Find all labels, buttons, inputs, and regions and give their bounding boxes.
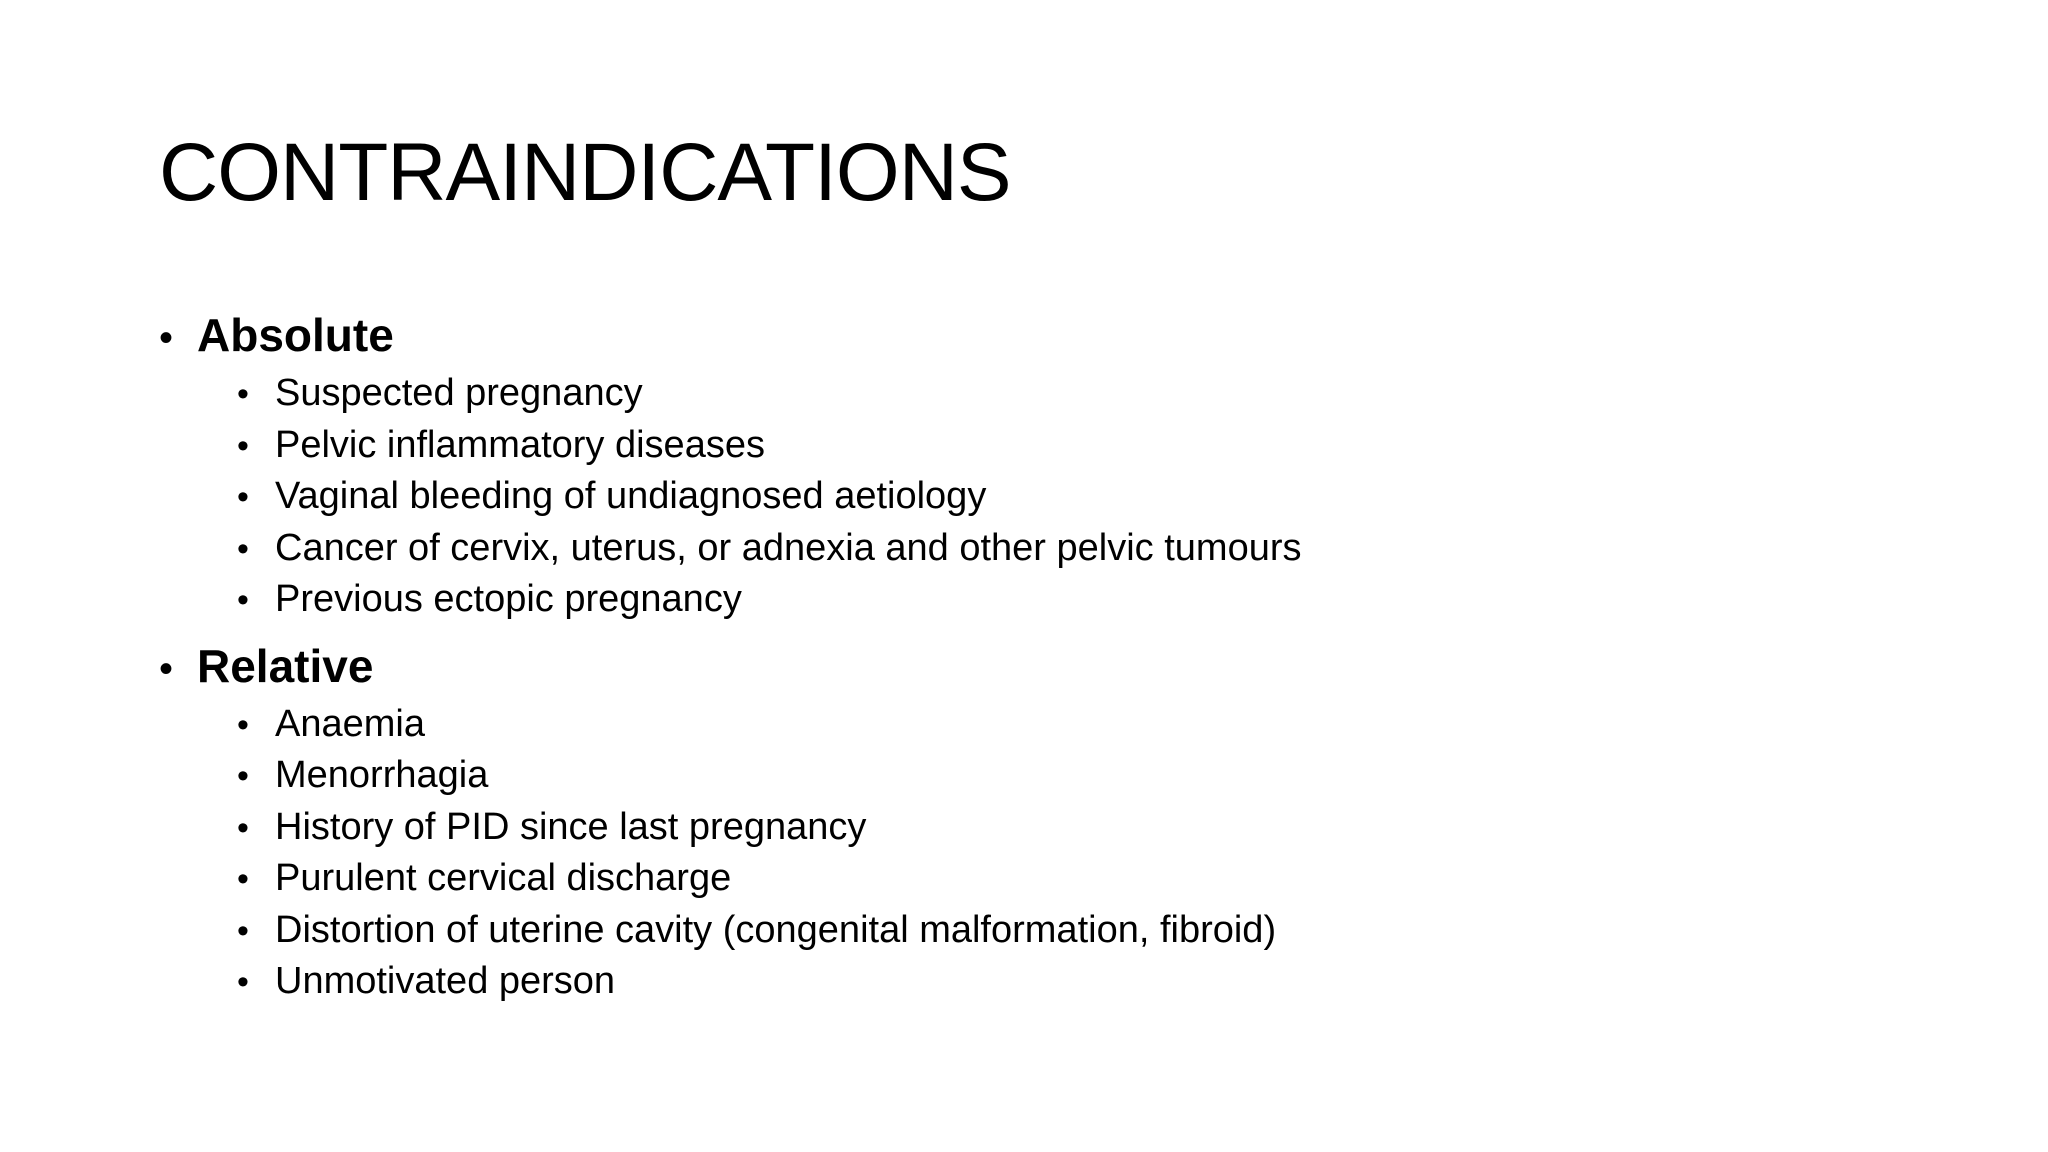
bullet-list bbox=[159, 699, 1959, 1008]
section-spacer bbox=[159, 626, 1959, 636]
list-item bbox=[237, 853, 1959, 905]
list-item bbox=[237, 905, 1959, 957]
list-item-label: Cancer of cervix, uterus, or adnexia and other pelvic tumours bbox=[275, 526, 1302, 569]
bullet-icon: • bbox=[237, 529, 249, 568]
bullet-list bbox=[159, 368, 1959, 626]
list-item bbox=[237, 471, 1959, 523]
section-heading-label: Relative bbox=[197, 639, 374, 692]
list-item bbox=[237, 750, 1959, 802]
bullet-icon: • bbox=[237, 581, 249, 619]
section-heading bbox=[159, 636, 1959, 699]
section-absolute bbox=[159, 305, 1959, 626]
section-heading bbox=[159, 305, 1959, 368]
list-item bbox=[237, 420, 1959, 472]
section-heading-label: Absolute bbox=[197, 309, 394, 361]
list-item-label: Suspected pregnancy bbox=[275, 372, 643, 414]
list-item-label: Unmotivated person bbox=[275, 960, 616, 1002]
bullet-icon: • bbox=[237, 860, 249, 898]
bullet-icon: • bbox=[237, 375, 249, 413]
list-item bbox=[237, 956, 1959, 1008]
list-item-label: Pelvic inflammatory diseases bbox=[275, 423, 765, 466]
bullet-icon: • bbox=[237, 963, 249, 1001]
bullet-icon: • bbox=[237, 911, 249, 950]
list-item-label: Distortion of uterine cavity (congenital malformation, fibroid) bbox=[275, 908, 1277, 951]
list-item-label: Previous ectopic pregnancy bbox=[275, 578, 742, 620]
bullet-icon: • bbox=[159, 316, 174, 360]
list-item-label: History of PID since last pregnancy bbox=[275, 805, 867, 848]
list-item bbox=[237, 574, 1959, 626]
bullet-icon: • bbox=[237, 478, 249, 516]
list-item bbox=[237, 699, 1959, 751]
slide-body bbox=[159, 305, 1959, 1008]
list-item-label: Vaginal bleeding of undiagnosed aetiology bbox=[275, 475, 987, 517]
bullet-icon: • bbox=[237, 705, 249, 744]
slide-title: CONTRAINDICATIONS bbox=[159, 127, 1011, 218]
bullet-icon: • bbox=[237, 808, 249, 847]
list-item bbox=[237, 802, 1959, 854]
list-item bbox=[237, 368, 1959, 420]
bullet-icon: • bbox=[237, 757, 249, 795]
list-item-label: Anaemia bbox=[275, 702, 425, 745]
bullet-icon: • bbox=[159, 646, 174, 691]
list-item bbox=[237, 523, 1959, 575]
list-item-label: Menorrhagia bbox=[275, 754, 489, 796]
list-item-label: Purulent cervical discharge bbox=[275, 857, 732, 899]
section-relative bbox=[159, 636, 1959, 1008]
bullet-icon: • bbox=[237, 426, 249, 465]
